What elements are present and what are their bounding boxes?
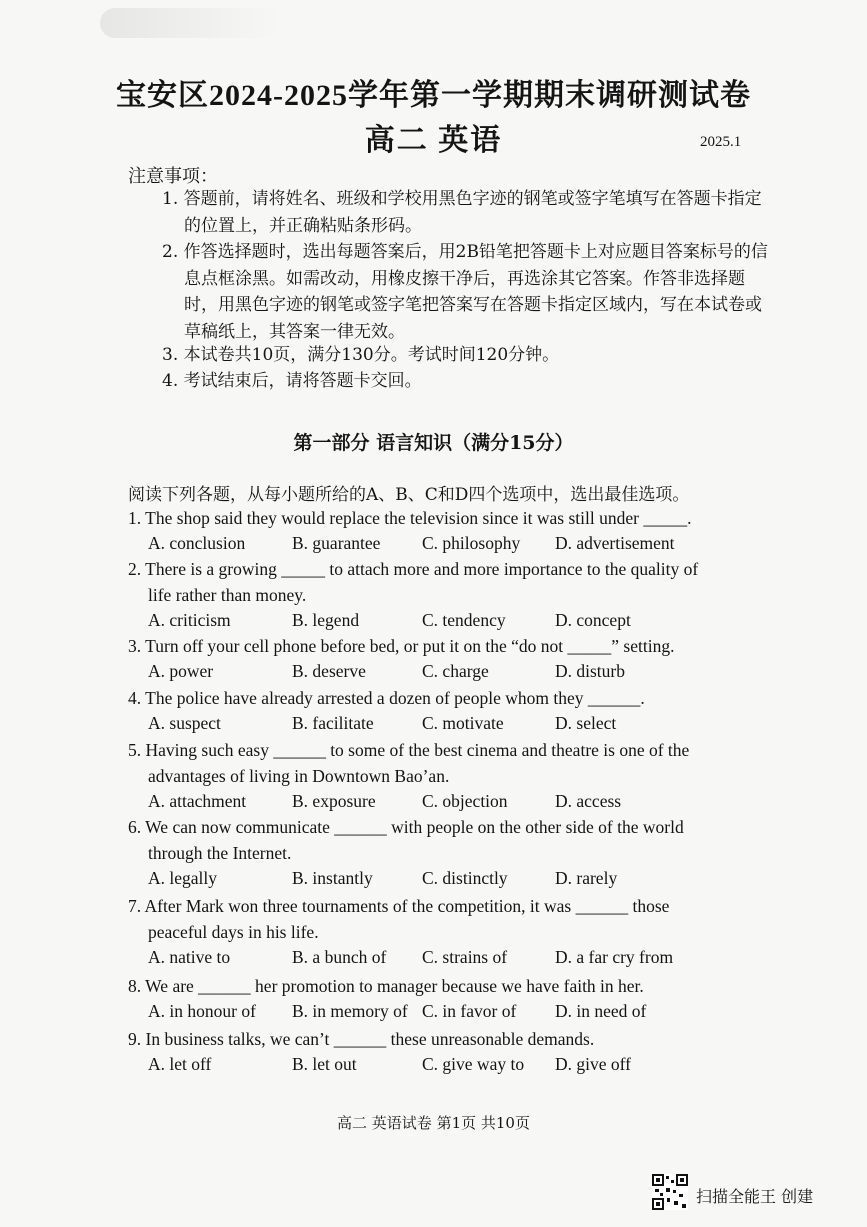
answer-option: A. in honour of bbox=[148, 1001, 256, 1021]
question-text: 6. We can now communicate ______ with people on the other side of the world bbox=[128, 817, 684, 837]
answer-option: D. access bbox=[555, 791, 622, 811]
answer-option: B. in memory of bbox=[292, 1001, 408, 1021]
question-stem bbox=[128, 737, 748, 789]
answer-option: A. power bbox=[148, 661, 214, 681]
answer-option: C. give way to bbox=[422, 1054, 525, 1074]
answer-option: A. attachment bbox=[148, 791, 247, 811]
notice-heading: 注意事项： bbox=[128, 166, 218, 187]
answer-option: A. let off bbox=[148, 1054, 212, 1074]
question-text: 1. The shop said they would replace the television since it was still under _____. bbox=[128, 508, 692, 528]
answer-option: B. instantly bbox=[292, 868, 373, 888]
answer-option: C. charge bbox=[422, 661, 489, 681]
answer-option: D. disturb bbox=[555, 661, 625, 681]
scan-smudge bbox=[100, 8, 280, 38]
question-text: 5. Having such easy ______ to some of the best cinema and theatre is one of the bbox=[128, 740, 690, 760]
answer-option: B. facilitate bbox=[292, 713, 374, 733]
question-stem bbox=[128, 893, 748, 945]
answer-option: C. philosophy bbox=[422, 533, 521, 553]
answer-option: D. in need of bbox=[555, 1001, 647, 1021]
question-text: 2. There is a growing _____ to attach more and more importance to the quality of bbox=[128, 559, 699, 579]
question-text-continued: peaceful days in his life. bbox=[148, 922, 319, 942]
question-text-continued: advantages of living in Downtown Bao’an. bbox=[148, 766, 450, 786]
answer-option: A. criticism bbox=[148, 610, 231, 630]
question-stem bbox=[128, 556, 748, 608]
answer-option: B. guarantee bbox=[292, 533, 381, 553]
notice-item: 1. 答题前，请将姓名、班级和学校用黑色字迹的钢笔或签字笔填写在答题卡指定的位置上，并正确粘贴条形码。 bbox=[162, 189, 762, 236]
answer-option: C. motivate bbox=[422, 713, 504, 733]
exam-date: 2025.1 bbox=[700, 134, 742, 150]
answer-option: A. suspect bbox=[148, 713, 221, 733]
qr-code-icon bbox=[652, 1174, 688, 1210]
section-heading: 第一部分 语言知识（满分15分） bbox=[293, 432, 574, 454]
answer-option: D. rarely bbox=[555, 868, 618, 888]
page-footer: 高二 英语试卷 第1页 共10页 bbox=[337, 1114, 530, 1132]
answer-option: D. give off bbox=[555, 1054, 631, 1074]
section-instruction: 阅读下列各题，从每小题所给的A、B、C和D四个选项中，选出最佳选项。 bbox=[128, 485, 690, 505]
question-stem bbox=[128, 1026, 748, 1052]
answer-option: D. advertisement bbox=[555, 533, 675, 553]
question-text-continued: through the Internet. bbox=[148, 843, 292, 863]
answer-option: B. exposure bbox=[292, 791, 376, 811]
notice-item: 3. 本试卷共10页，满分130分。考试时间120分钟。 bbox=[162, 345, 560, 365]
answer-option: A. native to bbox=[148, 947, 231, 967]
answer-option: D. select bbox=[555, 713, 617, 733]
notice-item: 4. 考试结束后，请将答题卡交回。 bbox=[162, 371, 422, 391]
question-text-continued: life rather than money. bbox=[148, 585, 307, 605]
answer-option: B. a bunch of bbox=[292, 947, 387, 967]
question-text: 3. Turn off your cell phone before bed, or put it on the “do not _____” setting. bbox=[128, 636, 675, 656]
question-stem bbox=[128, 973, 748, 999]
answer-option: C. objection bbox=[422, 791, 508, 811]
answer-option: D. a far cry from bbox=[555, 947, 674, 967]
question-stem bbox=[128, 633, 748, 659]
answer-option: B. let out bbox=[292, 1054, 357, 1074]
question-stem bbox=[128, 685, 748, 711]
question-stem bbox=[128, 814, 748, 866]
answer-option: C. in favor of bbox=[422, 1001, 517, 1021]
answer-option: A. conclusion bbox=[148, 533, 246, 553]
exam-subtitle: 高二 英语 bbox=[364, 124, 503, 157]
answer-option: B. deserve bbox=[292, 661, 366, 681]
answer-option: D. concept bbox=[555, 610, 631, 630]
answer-option: C. strains of bbox=[422, 947, 508, 967]
answer-option: B. legend bbox=[292, 610, 360, 630]
question-stem bbox=[128, 505, 748, 531]
question-text: 7. After Mark won three tournaments of the competition, it was ______ those bbox=[128, 896, 670, 916]
answer-option: C. distinctly bbox=[422, 868, 508, 888]
answer-option: C. tendency bbox=[422, 610, 506, 630]
notice-item: 2. 作答选择题时，选出每题答案后，用2B铅笔把答题卡上对应题目答案标号的信息点框涂黑。如需改动，用橡皮擦干净后，再选涂其它答案。作答非选择题时，用黑色字迹的钢笔或签字笔把答案写在答题卡指定区域内，写在本试卷或草稿纸上，其答案一律无效。 bbox=[162, 242, 768, 342]
exam-title: 宝安区2024-2025学年第一学期期末调研测试卷 bbox=[116, 79, 751, 112]
question-text: 8. We are ______ her promotion to manager because we have faith in her. bbox=[128, 976, 644, 996]
answer-option: A. legally bbox=[148, 868, 218, 888]
question-text: 4. The police have already arrested a dozen of people whom they ______. bbox=[128, 688, 645, 708]
question-text: 9. In business talks, we can’t ______ these unreasonable demands. bbox=[128, 1029, 595, 1049]
scanner-label: 扫描全能王 创建 bbox=[696, 1187, 814, 1206]
